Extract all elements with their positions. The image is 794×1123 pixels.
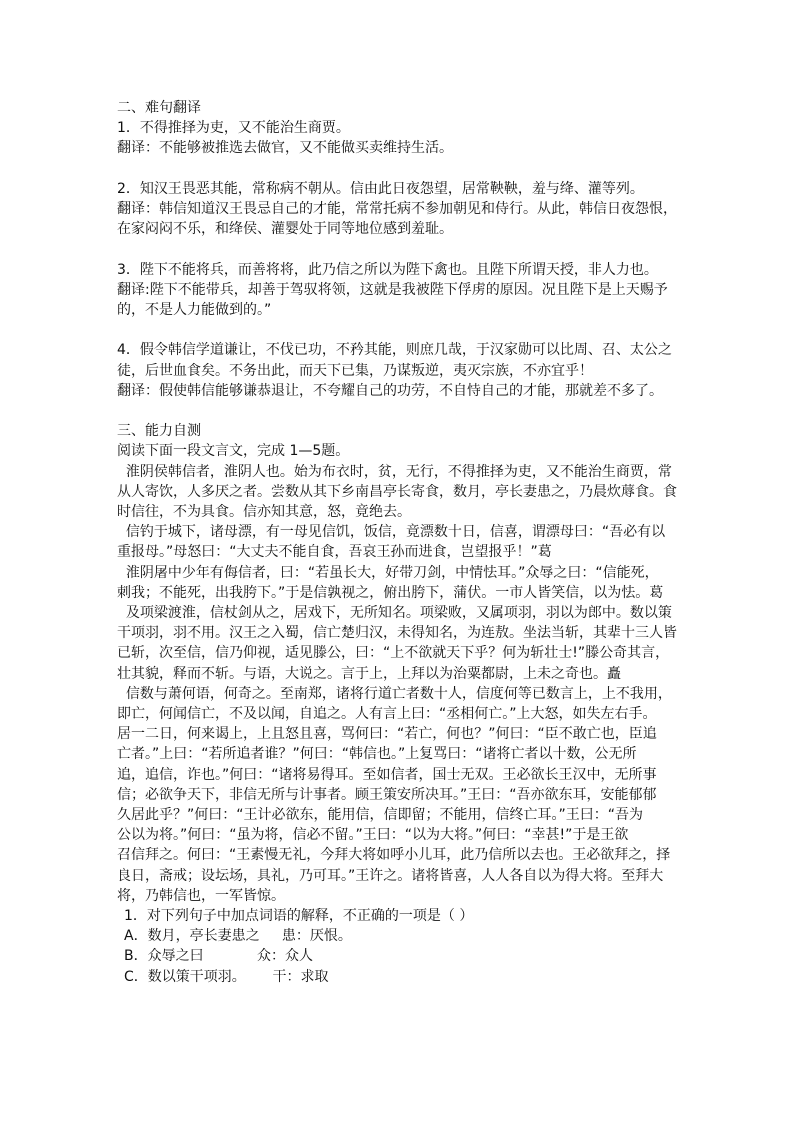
translation-3-cont: 的，不是人力能做到的。” [117,302,272,318]
translation-3: 翻译:陛下不能带兵，却善于驾驭将领，这就是我被陛下俘虏的原因。况且陛下是上天赐予 [117,281,668,298]
passage-line: 淮阴侯韩信者，淮阴人也。始为布衣时，贫，无行，不得推择为吏，又不能治生商贾，常 [117,463,672,480]
option-a: A．数月，亭长妻患之 患：厌恨。 [124,928,352,945]
passage-line: 刺我；不能死，出我胯下。”于是信孰视之，俯出胯下，蒲伏。一市人皆笑信，以为怯。葛 [117,584,664,601]
passage-line: 良日，斋戒；设坛场，具礼，乃可耳。”王许之。诸将皆喜，人人各自以为得大将。至拜大 [117,867,664,884]
passage-line: 信钓于城下，诸母漂，有一母见信饥，饭信，竟漂数十日，信喜，谓漂母曰：“吾必有以 [117,524,666,541]
sentence-1: 1．不得推择为吏，又不能治生商贾。 [117,120,350,137]
passage-line: 干项羽，羽不用。汉王之入蜀，信亡楚归汉，未得知名，为连敖。坐法当斩，其辈十三人皆 [117,625,677,642]
passage-line: 公以为将。”何曰：“虽为将，信必不留。”王曰：“以为大将。”何曰：“幸甚!”于是王欲 [117,827,629,844]
passage-line: 淮阴屠中少年有侮信者，曰：“若虽长大，好带刀剑，中情怯耳。”众辱之曰：“信能死， [117,564,659,581]
translation-2: 翻译：韩信知道汉王畏忌自己的才能，常常托病不参加朝见和侍行。从此，韩信日夜怨恨， [117,201,677,217]
question-1: 1．对下列句子中加点词语的解释，不正确的一项是（ ） [124,908,474,925]
passage-line: 召信拜之。何曰：“王素慢无礼，今拜大将如呼小儿耳，此乃信所以去也。王必欲拜之，择 [117,847,671,864]
passage-line: 已斩，次至信，信乃仰视，适见滕公，曰：“上不欲就天下乎？何为斩壮士!”滕公奇其言， [117,645,670,662]
passage-line: 将，乃韩信也，一军皆惊。 [117,887,285,904]
option-c: C．数以策干项羽。 干：求取 [124,968,329,985]
option-b: B．众辱之曰 众：众人 [124,948,314,965]
passage-line: 壮其貌，释而不斩。与语，大说之。言于上，上拜以为治粟都尉，上未之奇也。矗 [117,665,621,682]
sentence-4-cont: 徒，后世血食矣。不务出此，而天下已集，乃谋叛逆，夷灭宗族，不亦宜乎！ [117,362,593,379]
passage-line: 从人寄饮，人多厌之者。尝数从其下乡南昌亭长寄食，数月，亭长妻患之，乃晨炊蓐食。食 [117,483,677,500]
passage-line: 久居此乎？”何曰：“王计必欲东，能用信，信即留；不能用，信终亡耳。”王曰：“吾为 [117,807,644,824]
passage-line: 重报母。”母怒曰：“大丈夫不能自食，吾哀王孙而进食，岂望报乎！”葛 [117,544,552,561]
passage-line: 信数与萧何语，何奇之。至南郑，诸将行道亡者数十人，信度何等已数言上，上不我用， [117,685,672,702]
questions [117,906,677,987]
section-heading: 三、能力自测 [117,423,201,440]
passage-line: 信；必欲争天下，非信无所与计事者。顾王策安所决耳。”王曰：“吾亦欲东耳，安能郁郁 [117,786,657,803]
sentence-2: 2．知汉王畏恶其能，常称病不朝从。信由此日夜怨望，居常鞅鞅，羞与绛、灌等列。 [117,180,644,197]
passage [117,462,677,906]
passage-line: 居一二日，何来谒上，上且怒且喜，骂何曰：“若亡，何也？”何曰：“臣不敢亡也，臣追 [117,726,657,743]
sentence-3: 3．陛下不能将兵，而善将将，此乃信之所以为陛下禽也。且陛下所谓天授，非人力也。 [117,261,658,278]
translation-2-cont: 在家闷闷不乐，和绛侯、灌婴处于同等地位感到羞耻。 [117,221,453,238]
passage-line: 亡者。”上曰：“若所追者谁？”何曰：“韩信也。”上复骂曰：“诸将亡者以十数，公无所 [117,746,637,763]
translation-1: 翻译：不能够被推选去做官，又不能做买卖维持生活。 [117,140,453,157]
passage-line: 即亡，何闻信亡，不及以闻，自追之。人有言上曰：“丞相何亡。”上大怒，如失左右手。 [117,706,657,723]
reading-intro: 阅读下面一段文言文，完成 1—5题。 [117,443,350,460]
document-page [117,98,677,987]
passage-line: 及项梁渡淮，信杖剑从之，居戏下，无所知名。项梁败，又属项羽，羽以为郎中。数以策 [117,605,672,622]
passage-line: 时信往，不为具食。信亦知其意，怒，竟绝去。 [117,504,411,520]
passage-line: 追，追信，诈也。”何曰：“诸将易得耳。至如信者，国士无双。王必欲长王汉中，无所事 [117,766,657,783]
sentence-4: 4．假令韩信学道谦让，不伐已功，不矜其能，则庶几哉，于汉家勋可以比周、召、太公之 [117,342,672,359]
section-heading: 二、难句翻译 [117,100,201,116]
translation-4: 翻译：假使韩信能够谦恭退让，不夸耀自己的功劳，不自恃自己的才能，那就差不多了。 [117,382,663,399]
